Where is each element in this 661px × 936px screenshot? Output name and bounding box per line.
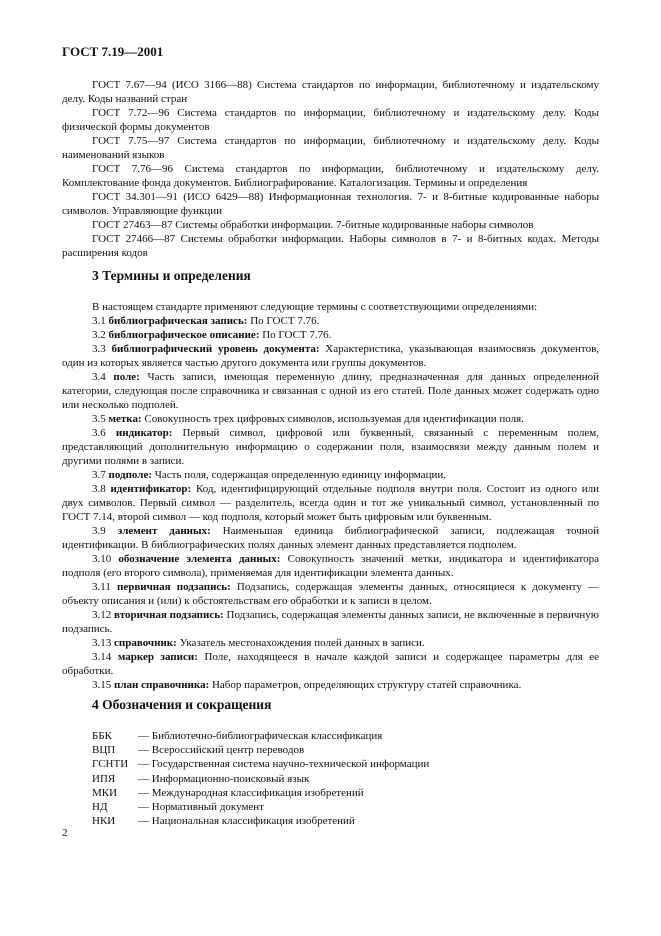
term-number: 3.8	[92, 483, 106, 495]
term-definition: Указатель местонахождения полей данных в записи.	[179, 637, 425, 649]
term-item	[62, 314, 599, 328]
reference-item: ГОСТ 7.75—97 Система стандартов по информации, библиотечному и издательскому делу. Коды наименований языков	[62, 135, 599, 161]
page-number: 2	[62, 827, 68, 839]
term-number: 3.9	[92, 525, 106, 537]
term-name: идентификатор:	[110, 483, 192, 495]
abbreviation-code: ВЦП	[92, 744, 116, 757]
abbreviation-row	[92, 757, 429, 771]
reference-item: ГОСТ 34.301—91 (ИСО 6429—88) Информационная технология. 7- и 8-битные кодированные наборы символов. Управляющие функции	[62, 191, 599, 217]
section-3-heading: 3 Термины и определения	[92, 268, 251, 283]
term-name: план справочника:	[114, 679, 210, 691]
term-definition: Наименьшая единица библиографической записи, подлежащая точной идентификации. В библиографических полях данных элемент данных представляется подполем.	[62, 525, 600, 551]
reference-item: ГОСТ 7.76—96 Система стандартов по информации, библиотечному и издательскому делу. Комплектование фонда документов. Библиографирование. Каталогизация. Термины и определения	[62, 163, 599, 189]
abbreviation-definition: — Нормативный документ	[138, 801, 264, 814]
abbreviations-list	[92, 729, 429, 828]
term-item	[62, 636, 599, 650]
term-number: 3.14	[92, 651, 112, 663]
term-definition: Подзапись, содержащая элементы данных, относящиеся к документу — объекту описания и (или) к обстоятельствам его обработки и к записи в целом.	[62, 581, 599, 607]
term-definition: По ГОСТ 7.76.	[250, 315, 320, 327]
term-number: 3.4	[92, 371, 106, 383]
abbreviation-row	[92, 772, 429, 786]
term-definition: Часть записи, имеющая переменную длину, предназначенная для данных определенной категории, следующая после справочника и связанная с одной из его статей. Поле данных может содержать одно или несколько подполей.	[62, 371, 600, 411]
abbreviation-definition: — Всероссийский центр переводов	[138, 744, 305, 757]
term-number: 3.11	[92, 581, 111, 593]
terms-list	[62, 300, 599, 692]
term-item	[62, 678, 599, 692]
section-4-heading: 4 Обозначения и сокращения	[92, 697, 272, 712]
term-definition: Совокупность трех цифровых символов, используемая для идентификации поля.	[144, 413, 524, 425]
abbreviation-definition: — Государственная система научно-технической информации	[138, 758, 430, 771]
term-item	[62, 552, 599, 580]
abbreviation-code: ББК	[92, 730, 112, 742]
abbreviation-row	[92, 800, 429, 814]
term-item	[62, 426, 599, 468]
term-item	[62, 482, 599, 524]
abbreviation-code: МКИ	[92, 786, 118, 799]
term-definition: Часть поля, содержащая определенную единицу информации.	[154, 469, 446, 481]
term-name: подполе:	[108, 469, 152, 481]
reference-item: ГОСТ 27466—87 Системы обработки информации. Наборы символов в 7- и 8-битных кодах. Методы расширения кодов	[62, 233, 599, 259]
term-item	[62, 608, 599, 636]
term-name: библиографическое описание:	[108, 329, 260, 341]
term-definition: Совокупность значений метки, индикатора и идентификатора подполя (его второго символа), применяемая для идентификации элемента данных.	[62, 553, 599, 579]
term-definition: Поле, находящееся в начале каждой записи и содержащее параметры для ее обработки.	[62, 651, 600, 677]
abbreviation-definition: — Библиотечно-библиографическая классификация	[138, 730, 383, 742]
term-number: 3.10	[92, 553, 112, 565]
term-definition: Набор параметров, определяющих структуру статей справочника.	[211, 679, 522, 691]
term-number: 3.1	[92, 315, 106, 327]
term-name: метка:	[108, 413, 142, 425]
term-number: 3.7	[92, 469, 106, 481]
abbreviation-row	[92, 743, 429, 757]
abbreviation-code: ГСНТИ	[92, 758, 129, 771]
term-item	[62, 650, 599, 678]
references-list	[62, 78, 599, 260]
term-name: вторичная подзапись:	[114, 609, 224, 621]
term-item	[62, 580, 599, 608]
reference-item: ГОСТ 7.67—94 (ИСО 3166—88) Система стандартов по информации, библиотечному и издательскому делу. Коды названий стран	[62, 79, 599, 105]
term-definition: Код, идентифицирующий отдельные подполя внутри поля. Состоит из одного или двух символов. Первый символ — разделитель, всегда один и тот же уникальный символ, установленный по ГОСТ 7.14, второй символ — код подполя, который может быть цифровым или буквенным.	[62, 483, 600, 523]
abbreviation-row	[92, 786, 429, 800]
term-number: 3.12	[92, 609, 112, 621]
abbreviation-row	[92, 729, 429, 743]
term-name: индикатор:	[115, 427, 173, 439]
term-item	[62, 370, 599, 412]
abbreviation-definition: — Национальная классификация изобретений	[138, 815, 355, 828]
term-number: 3.3	[92, 343, 106, 355]
term-name: поле:	[113, 371, 140, 383]
term-item	[62, 412, 599, 426]
term-item	[62, 328, 599, 342]
document-header: ГОСТ 7.19—2001	[62, 44, 164, 59]
term-number: 3.2	[92, 329, 106, 341]
abbreviation-code: НКИ	[92, 815, 116, 828]
term-name: библиографический уровень документа:	[111, 343, 320, 355]
abbreviation-definition: — Международная классификация изобретений	[138, 786, 364, 799]
abbreviation-code: ИПЯ	[92, 772, 116, 785]
reference-item: ГОСТ 7.72—96 Система стандартов по информации, библиотечному и издательскому делу. Коды физической формы документов	[62, 107, 599, 133]
abbreviation-row	[92, 814, 429, 828]
section-3-intro: В настоящем стандарте применяют следующие термины с соответствующими определениями:	[92, 301, 538, 313]
reference-item: ГОСТ 27463—87 Системы обработки информации. 7-битные кодированные наборы символов	[92, 219, 534, 231]
term-name: маркер записи:	[117, 651, 198, 663]
term-item	[62, 468, 599, 482]
term-name: первичная подзапись:	[116, 581, 231, 593]
term-name: элемент данных:	[117, 525, 211, 537]
term-number: 3.13	[92, 637, 112, 649]
term-number: 3.6	[92, 427, 106, 439]
abbreviation-definition: — Информационно-поисковый язык	[138, 772, 310, 785]
term-definition: Первый символ, цифровой или буквенный, связанный с переменным полем, представляющий дополнительную информацию о содержании поля, взаимосвязи между данным полем и другими полями в записи.	[62, 427, 599, 467]
term-definition: Характеристика, указывающая взаимосвязь документов, один из которых является частью другого документа или группы документов.	[62, 343, 600, 369]
abbreviation-code: НД	[92, 801, 108, 814]
term-number: 3.15	[92, 679, 112, 691]
term-number: 3.5	[92, 413, 106, 425]
term-name: библиографическая запись:	[108, 315, 248, 327]
term-name: обозначение элемента данных:	[118, 553, 281, 565]
term-definition: По ГОСТ 7.76.	[262, 329, 332, 341]
term-name: справочник:	[114, 637, 177, 649]
term-item	[62, 524, 599, 552]
term-definition: Подзапись, содержащая элементы данных записи, не включенные в первичную подзапись.	[62, 609, 600, 635]
term-item	[62, 342, 599, 370]
